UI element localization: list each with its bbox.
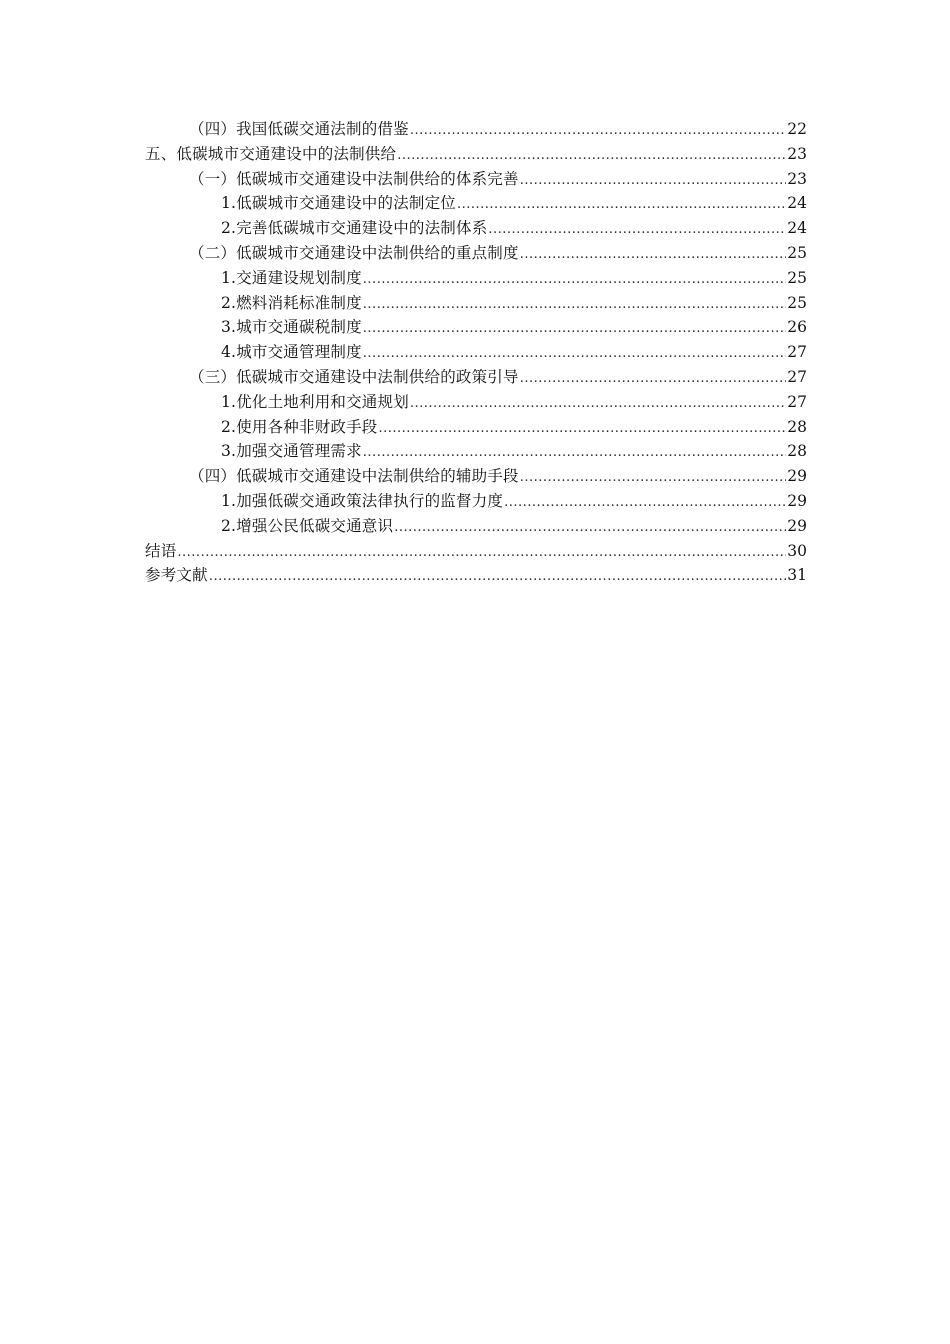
toc-entry[interactable] (145, 514, 807, 539)
toc-dot-leader (457, 193, 786, 218)
toc-page-number: 24 (787, 194, 807, 213)
toc-entry[interactable] (145, 266, 807, 291)
toc-entry-title: （四）我国低碳交通法制的借鉴 (189, 120, 409, 138)
toc-entry-title: （四）低碳城市交通建设中法制供给的辅助手段 (189, 467, 519, 486)
toc-entry[interactable] (145, 191, 807, 216)
toc-dot-leader (363, 317, 786, 342)
toc-page-number: 28 (787, 417, 807, 436)
toc-page-number: 28 (787, 442, 807, 461)
toc-entry[interactable] (145, 167, 807, 192)
toc-entry-title: 2.燃料消耗标准制度 (221, 293, 362, 312)
toc-page-number: 27 (787, 392, 807, 411)
toc-page-number: 27 (787, 367, 807, 386)
toc-entry[interactable] (145, 489, 807, 514)
toc-page-number: 26 (787, 318, 807, 337)
toc-entry[interactable] (145, 415, 807, 440)
toc-entry-title: 1.加强低碳交通政策法律执行的监督力度 (221, 491, 504, 510)
toc-entry-title: 2.使用各种非财政手段 (221, 417, 378, 436)
toc-entry-title: 参考文献 (145, 566, 208, 585)
toc-dot-leader (410, 392, 786, 417)
toc-page-number: 29 (787, 516, 807, 535)
toc-entry[interactable] (145, 439, 807, 464)
toc-entry-title: （一）低碳城市交通建设中法制供给的体系完善 (189, 169, 519, 188)
toc-dot-leader (520, 466, 787, 491)
toc-dot-leader (363, 293, 786, 318)
toc-dot-leader (379, 417, 787, 442)
toc-entry[interactable] (145, 291, 807, 316)
toc-entry[interactable] (145, 315, 807, 340)
toc-page-number: 25 (787, 293, 807, 312)
toc-dot-leader (520, 243, 787, 268)
toc-entry-title: （三）低碳城市交通建设中法制供给的政策引导 (189, 367, 519, 386)
toc-page-number: 23 (787, 144, 807, 163)
toc-entry-title: 五、低碳城市交通建设中的法制供给 (145, 144, 397, 163)
toc-entry[interactable] (145, 142, 807, 167)
toc-entry[interactable] (145, 390, 807, 415)
toc-entry-title: 结语 (145, 541, 177, 560)
toc-entry[interactable] (145, 340, 807, 365)
toc-dot-leader (410, 119, 786, 144)
toc-dot-leader (520, 169, 787, 194)
toc-entry-title: 1.优化土地利用和交通规划 (221, 392, 409, 411)
toc-page-number: 29 (787, 491, 807, 510)
toc-page-number: 25 (787, 268, 807, 287)
toc-entry[interactable] (145, 563, 807, 588)
toc-dot-leader (488, 218, 786, 243)
toc-dot-leader (394, 516, 786, 541)
toc-page-number: 27 (787, 343, 807, 362)
toc-entry[interactable] (145, 241, 807, 266)
toc-page-number: 22 (787, 120, 807, 138)
toc-dot-leader (363, 441, 786, 466)
toc-dot-leader (363, 342, 786, 367)
toc-entry-title: 1.低碳城市交通建设中的法制定位 (221, 194, 456, 213)
toc-entry-title: 3.加强交通管理需求 (221, 442, 362, 461)
toc-entry[interactable] (145, 365, 807, 390)
toc-entry-title: （二）低碳城市交通建设中法制供给的重点制度 (189, 243, 519, 262)
table-of-contents (145, 117, 807, 588)
toc-dot-leader (520, 367, 787, 392)
toc-entry[interactable] (145, 539, 807, 564)
toc-dot-leader (397, 144, 786, 169)
toc-entry-title: 1.交通建设规划制度 (221, 268, 362, 287)
toc-page-number: 25 (787, 243, 807, 262)
toc-page-number: 29 (787, 467, 807, 486)
toc-entry-title: 3.城市交通碳税制度 (221, 318, 362, 337)
toc-entry-title: 2.完善低碳城市交通建设中的法制体系 (221, 219, 488, 238)
toc-page-number: 24 (787, 219, 807, 238)
toc-page-number: 23 (787, 169, 807, 188)
toc-dot-leader (177, 541, 786, 566)
toc-entry-title: 2.增强公民低碳交通意识 (221, 516, 394, 535)
toc-page-number: 30 (787, 541, 807, 560)
toc-entry-title: 4.城市交通管理制度 (221, 343, 362, 362)
toc-entry[interactable] (145, 216, 807, 241)
toc-dot-leader (209, 565, 786, 590)
toc-entry[interactable] (145, 464, 807, 489)
toc-entry[interactable] (145, 117, 807, 142)
toc-page-number: 31 (787, 566, 807, 585)
toc-dot-leader (363, 268, 786, 293)
toc-dot-leader (504, 491, 786, 516)
